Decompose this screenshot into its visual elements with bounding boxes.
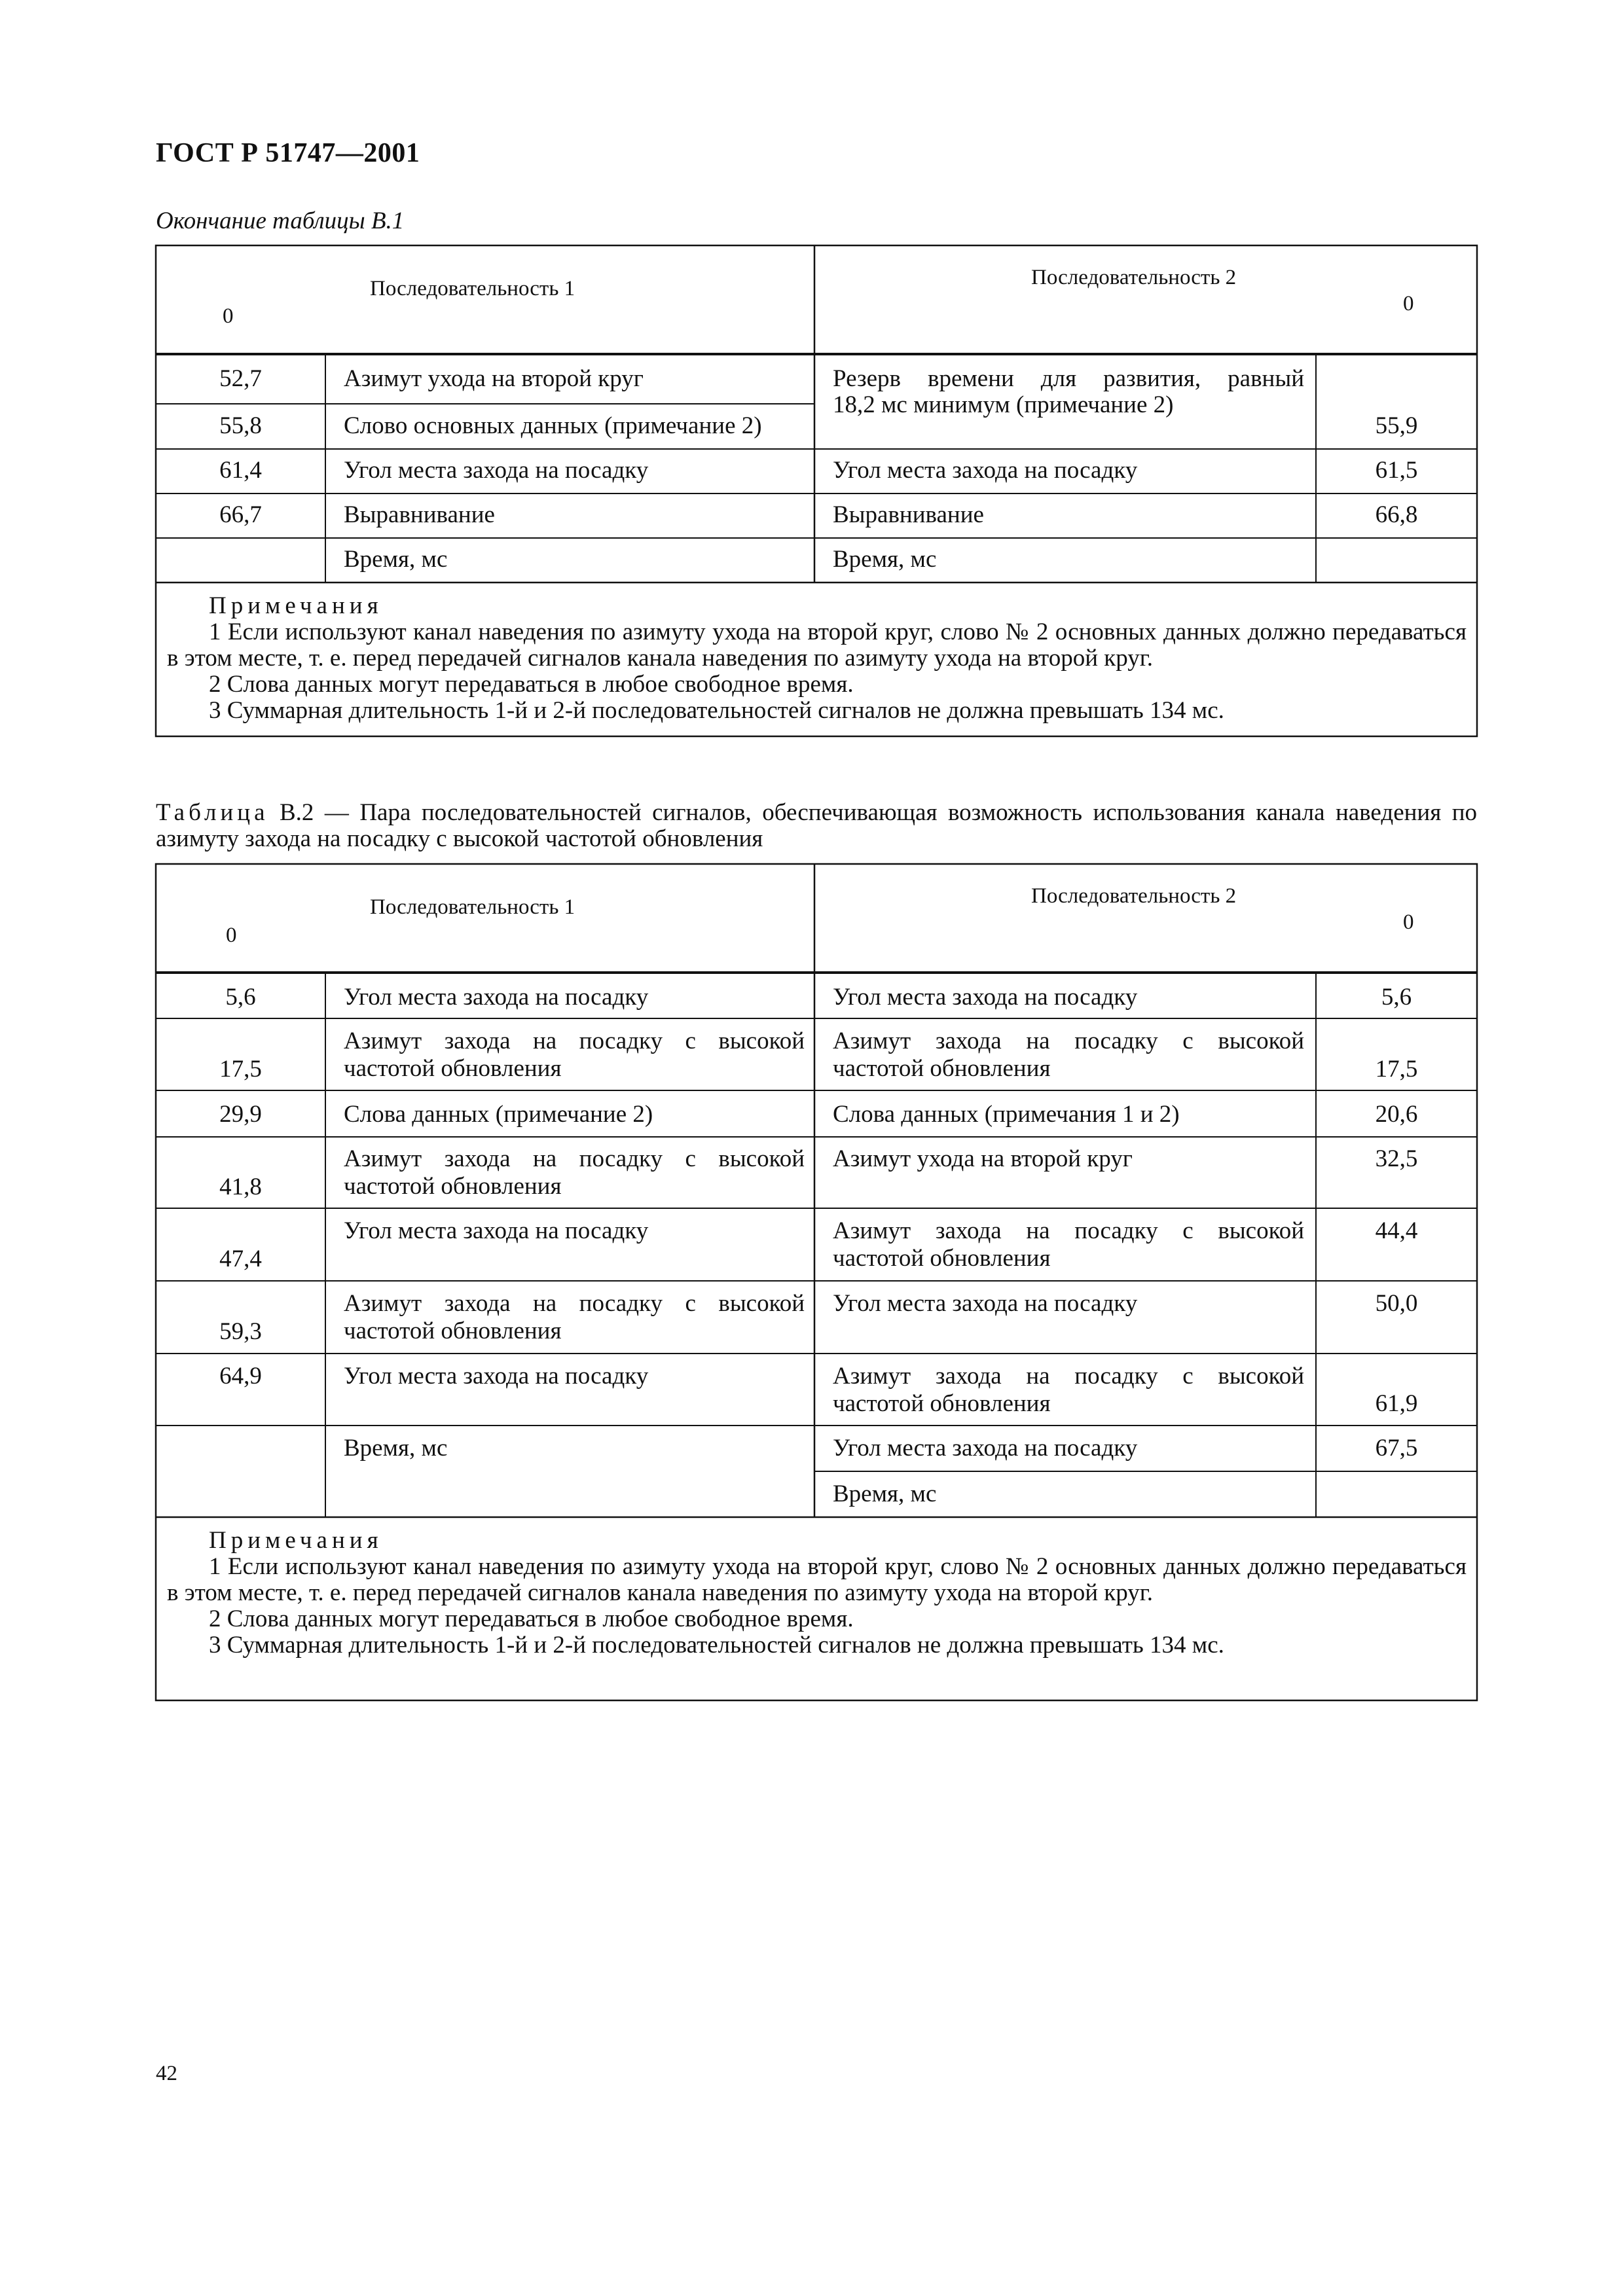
t2-r3-seq1: Слова данных (примечание 2) [344,1101,653,1128]
t2-r3-seq2: Слова данных (примечания 1 и 2) [833,1101,1180,1128]
t2-r4-seq1-line2: частотой обновления [344,1173,562,1200]
t2-r4-seq2: Азимут ухода на второй круг [833,1145,1133,1172]
t1-r4-seq2: Выравнивание [833,501,984,528]
t2-r6-time1: 59,3 [219,1318,262,1345]
t1-note-3: 3 Суммарная длительность 1-й и 2-й последовательностей сигналов не должна превышать 134 мс. [209,697,1224,724]
t2-r1-seq1: Угол места захода на посадку [344,984,649,1011]
t1-notes-title: Примечания [209,592,383,619]
t2-r2-seq2 [833,1028,1304,1083]
t1-note-2: 2 Слова данных могут передаваться в любое свободное время. [209,671,854,698]
t2-r6-seq2: Угол места захода на посадку [833,1290,1138,1317]
t2-r5-time2: 44,4 [1375,1217,1418,1244]
t2-r7-seq2-line1: Азимут захода на посадку с высокой [833,1363,1304,1390]
t2-r8-time2: 67,5 [1375,1435,1418,1462]
t2-r7-time2: 61,9 [1375,1390,1418,1417]
t1-r2-time1: 55,8 [219,412,262,439]
t2-head-seq1: Последовательность 1 [370,895,575,919]
t2-r6-seq1 [344,1290,805,1345]
t1-merged-seq2-line2: 18,2 мс минимум (примечание 2) [833,391,1174,418]
t1-r4-seq1: Выравнивание [344,501,495,528]
t2-r1-time1: 5,6 [225,984,256,1011]
t2-r2-seq2-line2: частотой обновления [833,1055,1051,1082]
t2-r1-seq2: Угол места захода на посадку [833,984,1138,1011]
t1-note-1: 1 Если используют канал наведения по азимуту ухода на второй круг, слово № 2 основных данных должно передаваться в этом месте, т. е. перед передачей сигналов канала наведения по азимуту ухода на второй круг. [167,619,1467,672]
t2-r7-seq2-line2: частотой обновления [833,1390,1051,1417]
t2-r5-seq2-line1: Азимут захода на посадку с высокой [833,1217,1304,1244]
t2-r4-seq1-line1: Азимут захода на посадку с высокой [344,1145,805,1172]
t2-r7-seq1: Угол места захода на посадку [344,1363,649,1390]
t1-r2-seq1: Слово основных данных (примечание 2) [344,412,762,439]
t1-r3-time2: 61,5 [1375,457,1418,484]
page-number: 42 [156,2062,177,2085]
t2-r5-seq1: Угол места захода на посадку [344,1217,649,1244]
t1-r4-time1: 66,7 [219,501,262,528]
table2-caption-label: Таблица [156,799,269,826]
t1-r3-seq2: Угол места захода на посадку [833,457,1138,484]
t1-r1-seq1: Азимут ухода на второй круг [344,365,644,392]
t2-r4-seq1 [344,1145,805,1200]
t1-merged-time2: 55,9 [1375,412,1418,439]
t1-head-zero-right: 0 [1403,292,1414,315]
t2-r6-seq1-line1: Азимут захода на посадку с высокой [344,1290,805,1317]
t2-r3-time2: 20,6 [1375,1101,1418,1128]
t2-r2-seq1-line2: частотой обновления [344,1055,562,1082]
t1-head-zero-left: 0 [223,304,234,328]
t2-head-zero-right: 0 [1403,910,1414,934]
t2-r2-time2: 17,5 [1375,1056,1418,1083]
table1-caption: Окончание таблицы В.1 [156,207,405,234]
t2-r5-seq2-line2: частотой обновления [833,1245,1051,1272]
t1-r5-seq2: Время, мс [833,546,937,573]
t2-r5-seq2 [833,1217,1304,1272]
t2-r9-seq2: Время, мс [833,1480,937,1507]
t2-r1-time2: 5,6 [1381,984,1412,1011]
t1-r3-time1: 61,4 [219,457,262,484]
t2-head-zero-left: 0 [226,924,237,947]
t2-r5-time1: 47,4 [219,1246,262,1272]
t2-r8-seq2: Угол места захода на посадку [833,1435,1138,1462]
t1-head-seq1: Последовательность 1 [370,277,575,300]
t1-r5-seq1: Время, мс [344,546,448,573]
t1-r4-time2: 66,8 [1375,501,1418,528]
t1-head-seq2: Последовательность 2 [1031,266,1237,289]
t2-r6-time2: 50,0 [1375,1290,1418,1317]
t2-head-seq2: Последовательность 2 [1031,884,1237,908]
t2-note-3: 3 Суммарная длительность 1-й и 2-й последовательностей сигналов не должна превышать 134 мс. [209,1632,1224,1659]
t2-r2-seq2-line1: Азимут захода на посадку с высокой [833,1028,1304,1054]
t1-r1-time1: 52,7 [219,365,262,392]
t1-r3-seq1: Угол места захода на посадку [344,457,649,484]
t2-r7-seq2 [833,1363,1304,1418]
t2-notes [167,1528,1467,1659]
t2-note-1: 1 Если используют канал наведения по азимуту ухода на второй круг, слово № 2 основных данных должно передаваться в этом месте, т. е. перед передачей сигналов канала наведения по азимуту ухода на второй круг. [167,1553,1467,1606]
t2-r4-time1: 41,8 [219,1174,262,1200]
t2-note-2: 2 Слова данных могут передаваться в любое свободное время. [209,1605,854,1632]
table2-caption [156,800,1477,852]
t2-notes-title: Примечания [209,1527,383,1554]
t2-r4-time2: 32,5 [1375,1145,1418,1172]
document-code: ГОСТ Р 51747—2001 [156,138,420,168]
t2-r8-seq1: Время, мс [344,1435,448,1462]
t2-r2-seq1-line1: Азимут захода на посадку с высокой [344,1028,805,1054]
t2-r3-time1: 29,9 [219,1101,262,1128]
t1-merged-seq2-line1: Резерв времени для развития, равный [833,365,1304,392]
t2-r6-seq1-line2: частотой обновления [344,1318,562,1344]
t2-r7-time1: 64,9 [219,1363,262,1390]
t1-notes [167,593,1467,724]
t2-r2-seq1 [344,1028,805,1083]
t2-r2-time1: 17,5 [219,1056,262,1083]
table2-caption-text: В.2 — Пара последовательностей сигналов, обеспечивающая возможность использования канала наведения по азимуту захода на посадку с высокой частотой обновления [156,799,1478,852]
